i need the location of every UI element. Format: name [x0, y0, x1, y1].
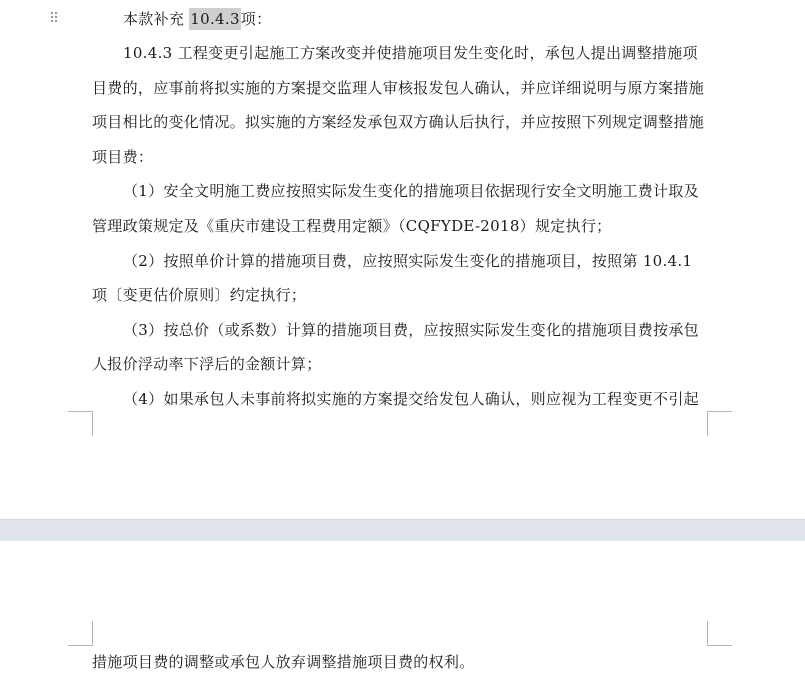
paragraph-line[interactable]: （3）按总价（或系数）计算的措施项目费，应按照实际发生变化的措施项目费按承包 — [123, 321, 699, 339]
heading-line — [123, 9, 743, 29]
page-corner-mark — [68, 411, 93, 436]
page-corner-mark — [707, 621, 732, 646]
page-corner-mark — [68, 621, 93, 646]
paragraph-line[interactable]: （4）如果承包人未事前将拟实施的方案提交给发包人确认，则应视为工程变更不引起 — [123, 390, 699, 408]
paragraph-line[interactable]: （2）按照单价计算的措施项目费，应按照实际发生变化的措施项目，按照第 10.4.1 — [123, 252, 693, 270]
paragraph-line[interactable]: （1）安全文明施工费应按照实际发生变化的措施项目依据现行安全文明施工费计取及 — [123, 182, 699, 200]
paragraph-line[interactable]: 管理政策规定及《重庆市建设工程费用定额》（CQFYDE-2018）规定执行； — [92, 217, 612, 235]
paragraph-line[interactable]: 项〔变更估价原则〕约定执行； — [92, 286, 307, 304]
heading-suffix: 项： — [240, 10, 272, 28]
selected-clause-ref[interactable]: 10.4.3 — [190, 10, 240, 28]
paragraph-line[interactable]: 10.4.3 工程变更引起施工方案改变并使措施项目发生变化时，承包人提出调整措施项 — [123, 44, 698, 62]
paragraph-drag-handle-icon[interactable]: ⠿ — [49, 11, 60, 27]
paragraph-line[interactable]: 项目相比的变化情况。拟实施的方案经发承包双方确认后执行，并应按照下列规定调整措施 — [92, 113, 705, 131]
page-break-gap — [0, 519, 805, 541]
paragraph-line[interactable]: 目费的，应事前将拟实施的方案提交监理人审核报发包人确认，并应详细说明与原方案措施 — [92, 79, 705, 97]
page-corner-mark — [707, 411, 732, 436]
paragraph-line[interactable]: 措施项目费的调整或承包人放弃调整措施项目费的权利。 — [92, 653, 475, 671]
heading-prefix: 本款补充 — [123, 10, 185, 28]
paragraph-line[interactable]: 项目费： — [92, 148, 154, 166]
paragraph-line[interactable]: 人报价浮动率下浮后的金额计算； — [92, 355, 322, 373]
